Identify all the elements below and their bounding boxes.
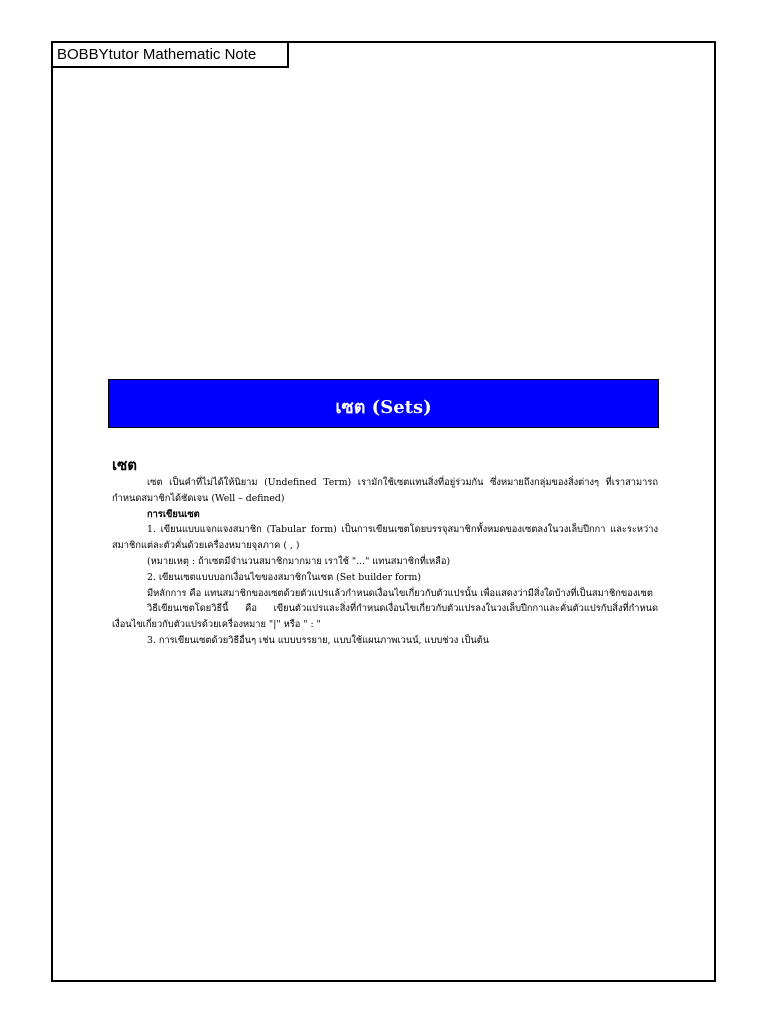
subheading: การเขียนเซต <box>147 508 200 520</box>
item-2-principle-paragraph: มีหลักการ คือ แทนสมาชิกของเซตด้วยตัวแปรแล้วกำหนดเงื่อนไขเกี่ยวกับตัวแปรนั้น เพื่อแสดงว่ามีสิ่งใดบ้างที่เป็นสมาชิกของเซต <box>147 587 653 599</box>
note-paragraph: (หมายเหตุ : ถ้าเซตมีจำนวนสมาชิกมากมาย เราใช้ "..." แทนสมาชิกที่เหลือ) <box>147 555 451 567</box>
section-banner: เซต (Sets) <box>108 379 659 428</box>
item-1-paragraph: 1. เขียนแบบแจกแจงสมาชิก (Tabular form) เป็นการเขียนเซตโดยบรรจุสมาชิกทั้งหมดของเซตลงในวงเล็บปีกกา และระหว่างสมาชิกแต่ละตัวคั่นด้วยเครื่องหมายจุลภาค ( , ) <box>112 524 658 552</box>
section-heading: เซต <box>112 456 138 474</box>
content-body <box>112 453 658 649</box>
item-2-paragraph: 2. เขียนเซตแบบบอกเงื่อนไขของสมาชิกในเซต (Set builder form) <box>147 571 421 583</box>
item-3-paragraph: 3. การเขียนเซตด้วยวิธีอื่นๆ เช่น แบบบรรยาย, แบบใช้แผนภาพเวนน์, แบบช่วง เป็นต้น <box>147 634 490 646</box>
header-title: BOBBYtutor Mathematic Note <box>51 41 289 68</box>
intro-paragraph: เซต เป็นคำที่ไม่ได้ให้นิยาม (Undefined Term) เรามักใช้เซตแทนสิ่งที่อยู่ร่วมกัน ซึ่งหมายถึงกลุ่มของสิ่งต่างๆ ที่เราสามารถกำหนดสมาชิกได้ชัดเจน (Well – defined) <box>112 477 658 504</box>
item-2-method-paragraph: วิธีเขียนเซตโดยวิธีนี้ คือ เขียนตัวแปรและสิ่งที่กำหนดเงื่อนไขเกี่ยวกับตัวแปรลงในวงเล็บปีกกาและคั่นตัวแปรกับสิ่งที่กำหนดเงื่อนไขเกี่ยวกับตัวแปรด้วยเครื่องหมาย "|" หรือ " : " <box>112 603 658 631</box>
